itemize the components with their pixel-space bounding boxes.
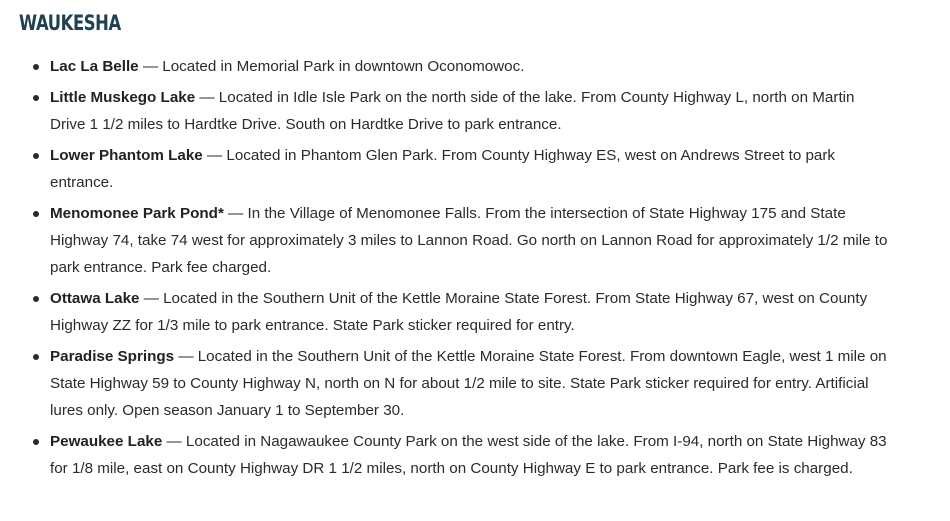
lake-description: — Located in Nagawaukee County Park on the west side of the lake. From I-94, north on State Highway 83 for 1/8 mile, east on County Highway DR 1 1/2 miles, north on County Highway E to park entrance. Park fee is charged. [50, 433, 887, 477]
lake-description: — Located in Memorial Park in downtown Oconomowoc. [138, 58, 525, 75]
list-item [29, 285, 889, 339]
list-item [29, 200, 889, 281]
lake-list [29, 53, 889, 486]
list-item [29, 142, 889, 196]
list-item [29, 343, 889, 424]
bullet-icon [33, 64, 39, 70]
lake-description: — Located in the Southern Unit of the Kettle Moraine State Forest. From State Highway 67, west on County Highway ZZ for 1/3 mile to park entrance. State Park sticker required for entry. [50, 290, 868, 334]
lake-description: — Located in the Southern Unit of the Kettle Moraine State Forest. From downtown Eagle, west 1 mile on State Highway 59 to County Highway N, north on N for about 1/2 mile to site. State Park sticker required for entry. Artificial lures only. Open season January 1 to September 30. [50, 348, 887, 419]
list-item [29, 428, 889, 482]
lake-name: Menomonee Park Pond* [50, 205, 224, 222]
list-item [29, 53, 889, 80]
lake-name: Pewaukee Lake [50, 433, 163, 450]
lake-description: — Located in Idle Isle Park on the north side of the lake. From County Highway L, north on Martin Drive 1 1/2 miles to Hardtke Drive. South on Hardtke Drive to park entrance. [50, 89, 855, 133]
lake-name: Paradise Springs [50, 348, 175, 365]
bullet-icon [33, 211, 39, 217]
lake-name: Little Muskego Lake [50, 89, 196, 106]
lake-description: — In the Village of Menomonee Falls. From the intersection of State Highway 175 and State Highway 74, take 74 west for approximately 3 miles to Lannon Road. Go north on Lannon Road for approximately 1/2 mile to park entrance. Park fee charged. [50, 205, 888, 276]
lake-name: Lac La Belle [50, 58, 139, 75]
bullet-icon [33, 153, 39, 159]
lake-description: — Located in Phantom Glen Park. From County Highway ES, west on Andrews Street to park entrance. [50, 147, 836, 191]
bullet-icon [33, 439, 39, 445]
lake-name: Ottawa Lake [50, 290, 140, 307]
lake-name: Lower Phantom Lake [50, 147, 203, 164]
bullet-icon [33, 95, 39, 101]
bullet-icon [33, 354, 39, 360]
list-item [29, 84, 889, 138]
section-heading: WAUKESHA [19, 11, 121, 35]
bullet-icon [33, 296, 39, 302]
